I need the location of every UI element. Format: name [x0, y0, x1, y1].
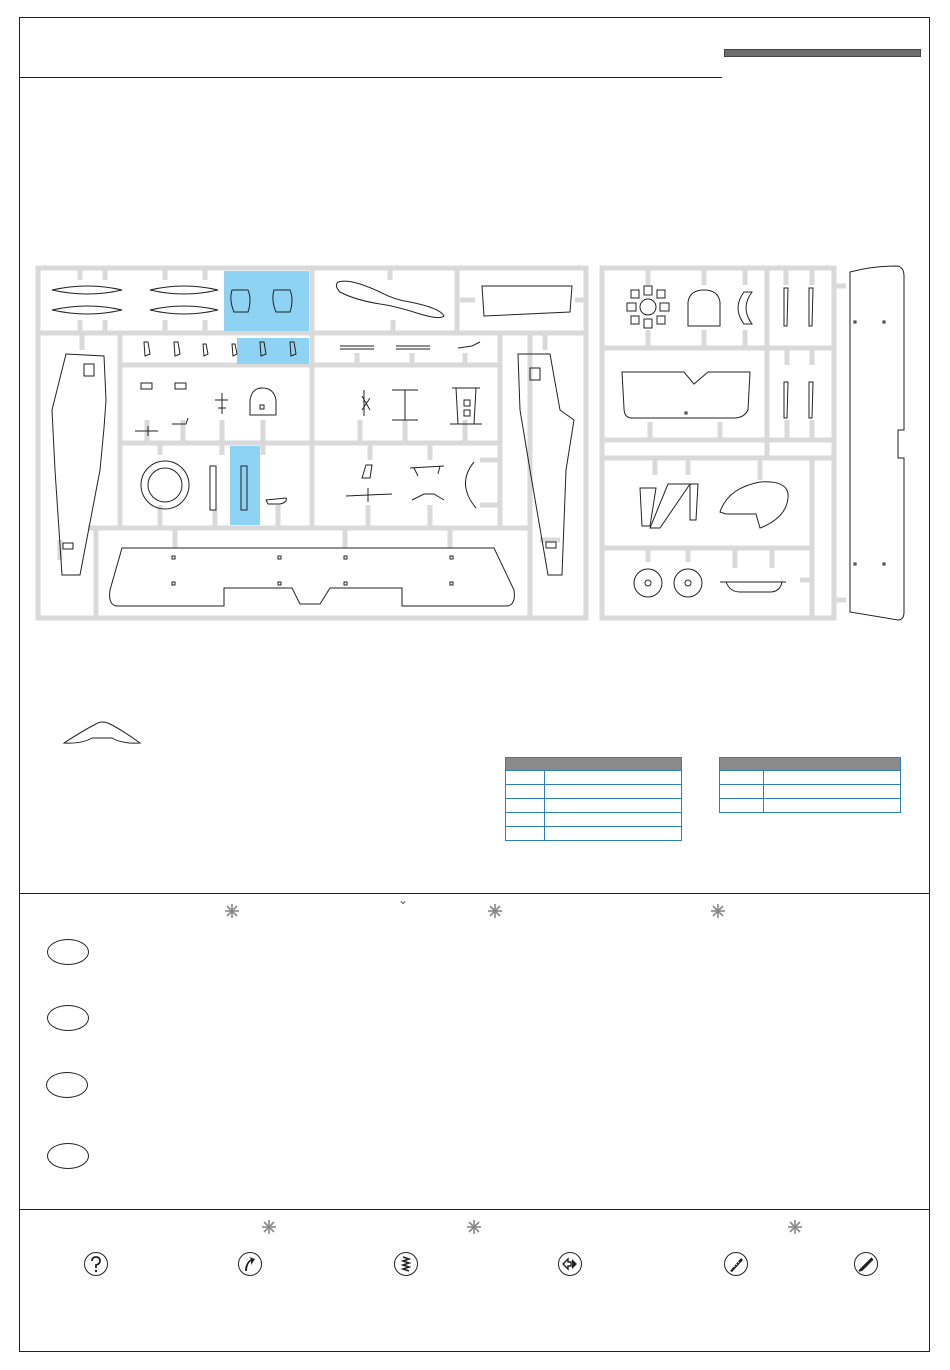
table-row	[506, 827, 682, 841]
lower-wing-part	[110, 548, 515, 606]
language-oval	[47, 1005, 89, 1031]
table-row	[506, 785, 682, 799]
star-icon	[787, 1219, 803, 1235]
table-row	[720, 771, 901, 785]
table-row	[720, 785, 901, 799]
chevron-down-icon: ⌄	[398, 893, 409, 907]
table-header	[506, 758, 682, 771]
top-wing-center-part	[622, 372, 750, 418]
strut-part	[150, 286, 218, 294]
section-divider	[20, 893, 930, 894]
cowling-part-icon	[64, 722, 140, 743]
language-oval	[47, 939, 89, 965]
deck-part	[482, 286, 572, 316]
star-icon	[710, 903, 726, 919]
table-header	[720, 758, 901, 771]
star-icon	[466, 1219, 482, 1235]
star-icon	[224, 903, 240, 919]
strut-part	[52, 286, 122, 294]
table-row	[506, 771, 682, 785]
sprue-frame-right	[602, 268, 834, 618]
parts-table-left	[505, 757, 682, 841]
highlight-regions	[224, 271, 309, 525]
star-icon	[487, 903, 503, 919]
strut-part	[52, 306, 122, 314]
wheel-part	[634, 569, 662, 597]
spring-icon	[394, 1252, 418, 1276]
question-icon	[84, 1252, 108, 1276]
knife-icon	[854, 1252, 878, 1276]
arrow-left-right-icon	[558, 1252, 582, 1276]
wheel-part	[674, 569, 702, 597]
cowl-part	[688, 290, 720, 326]
upper-wing-part	[850, 266, 904, 620]
language-oval	[46, 1072, 88, 1098]
table-row	[506, 813, 682, 827]
cut-icon	[724, 1252, 748, 1276]
section-divider	[20, 1209, 930, 1210]
strut-part	[150, 306, 218, 314]
language-oval	[47, 1143, 89, 1169]
propeller-part	[336, 281, 444, 317]
table-row	[506, 799, 682, 813]
bend-up-icon	[238, 1252, 262, 1276]
parts-table-right	[719, 757, 901, 813]
table-row	[720, 799, 901, 813]
star-icon	[261, 1219, 277, 1235]
tail-fin-part	[720, 482, 788, 528]
radial-engine-part	[627, 286, 669, 328]
